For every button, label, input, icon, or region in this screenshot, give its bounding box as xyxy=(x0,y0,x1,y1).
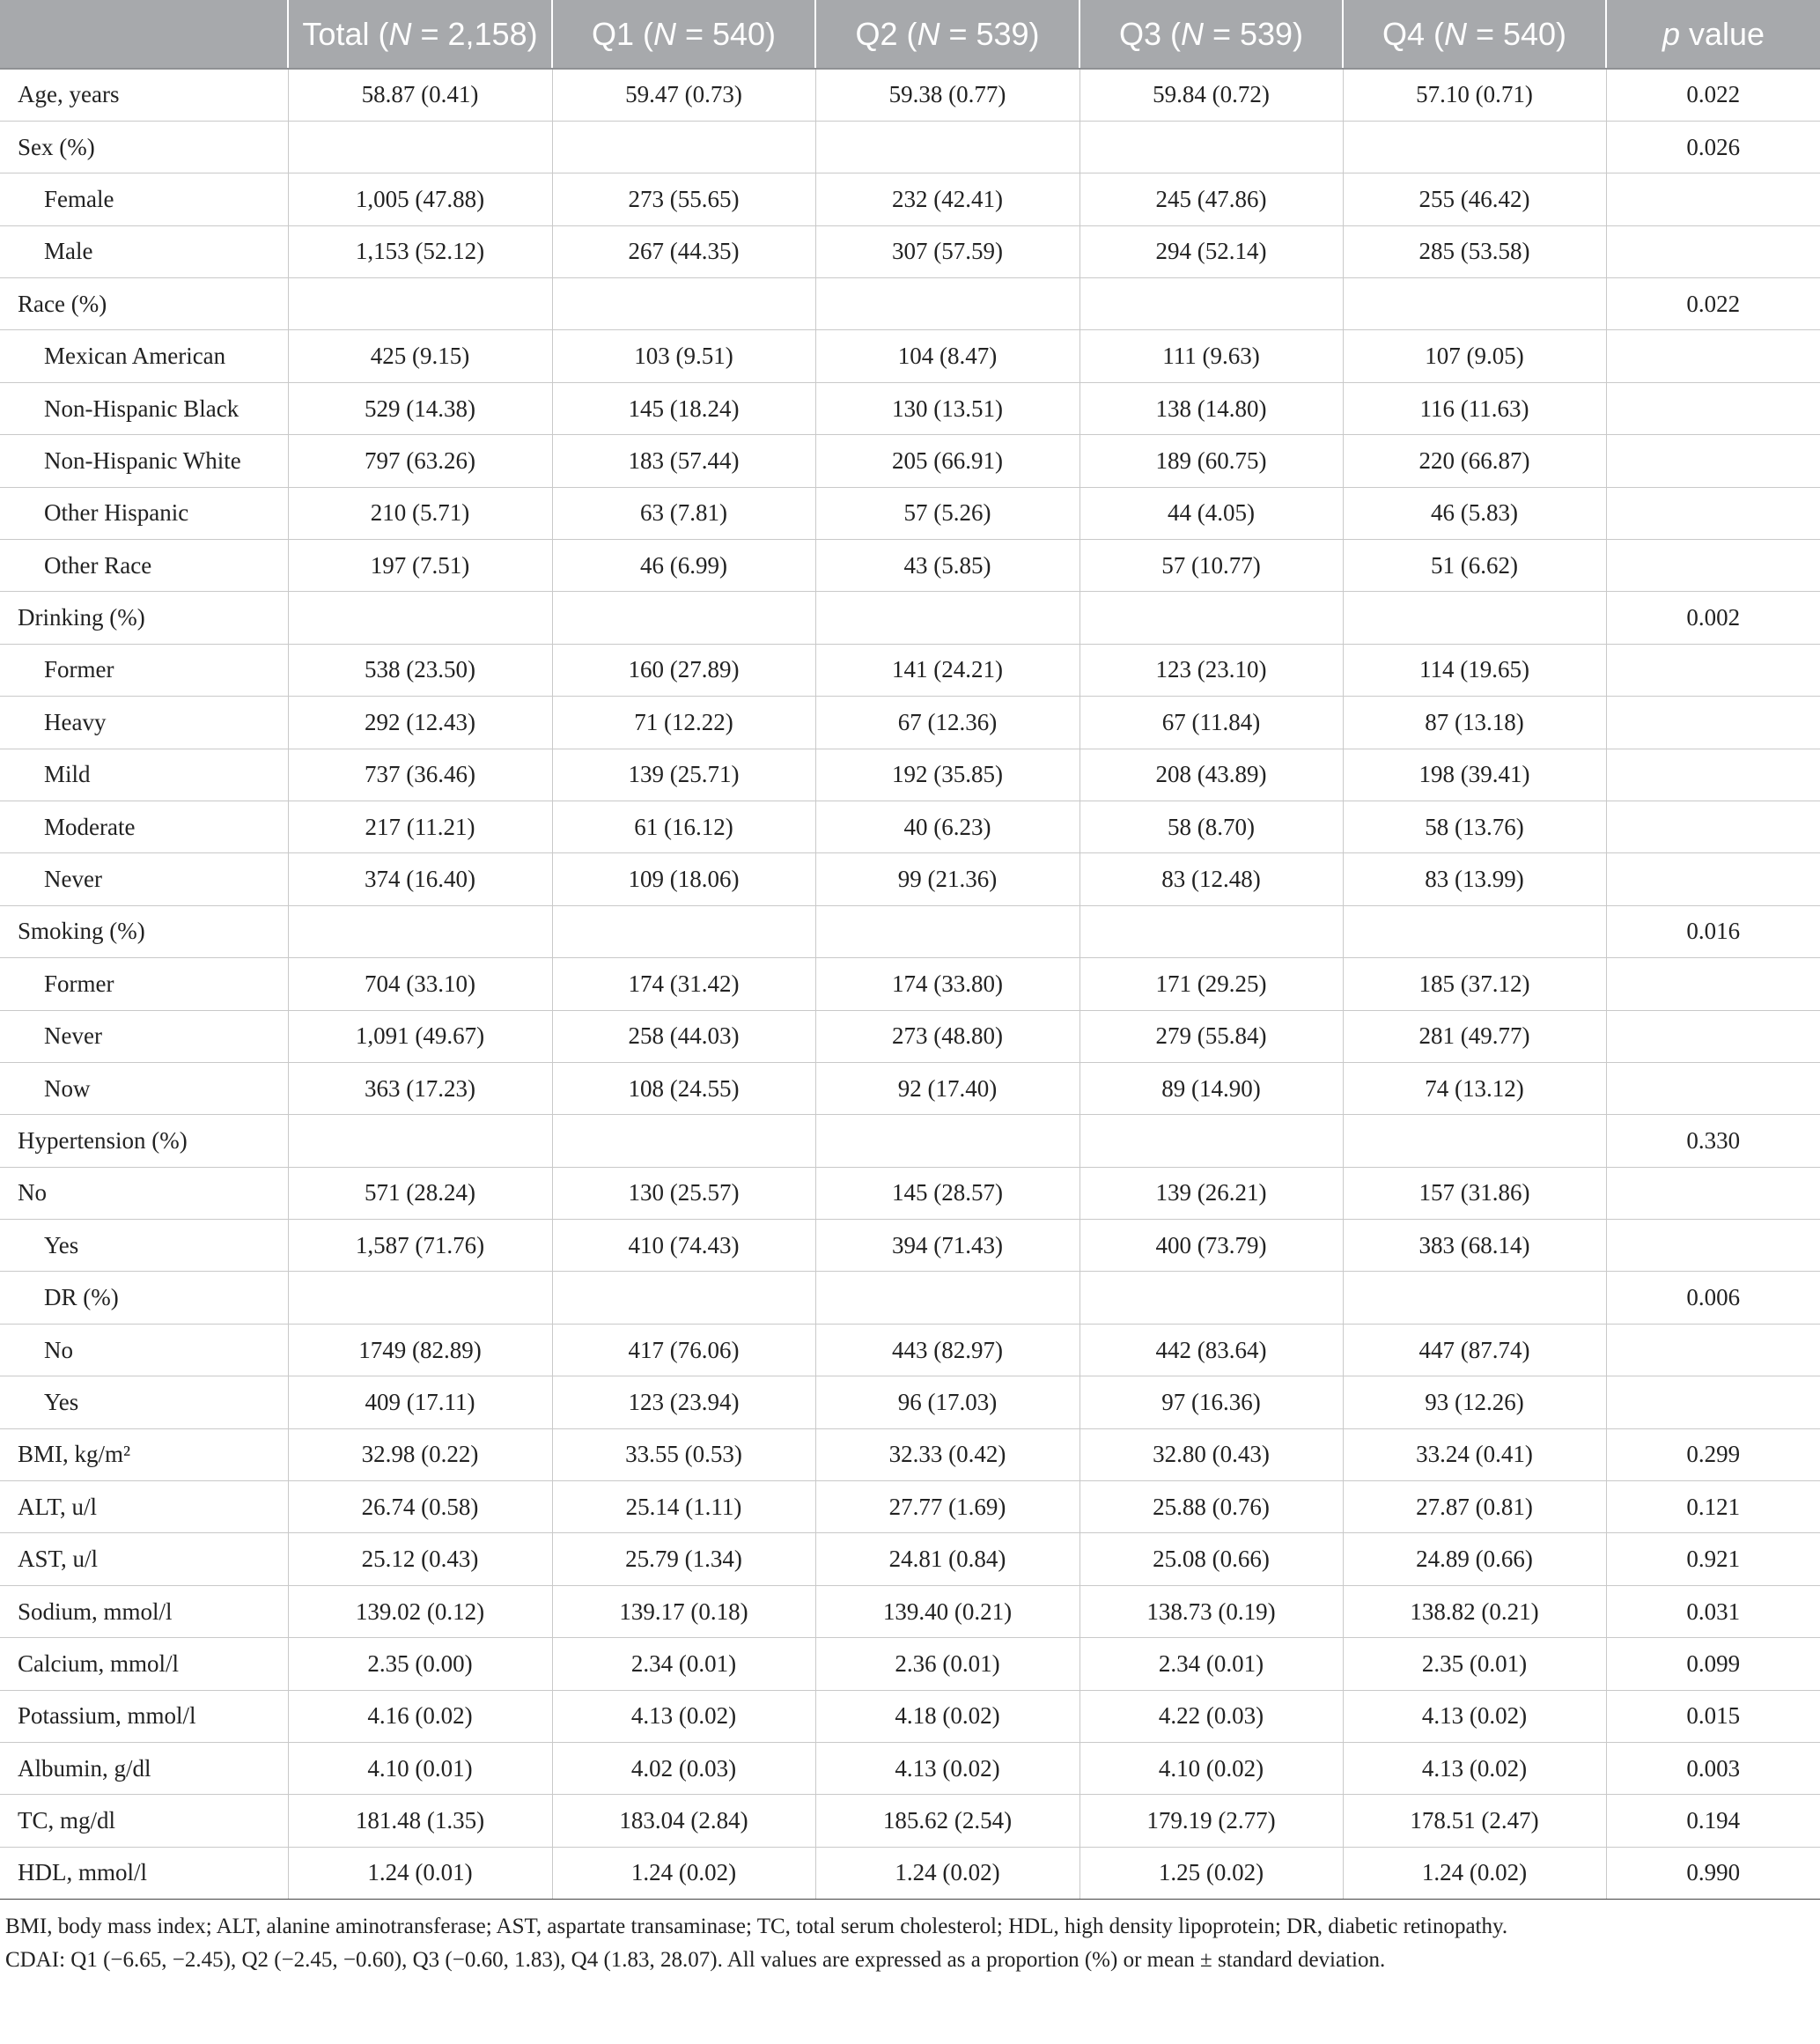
table-row xyxy=(0,853,1820,905)
cell-p-value xyxy=(1606,540,1820,592)
cell-q2 xyxy=(815,121,1079,173)
cell-q2: 57 (5.26) xyxy=(815,487,1079,539)
cell-q1 xyxy=(552,1272,815,1324)
header-cell-q1: Q1 (N = 540) xyxy=(552,0,815,69)
cell-q1: 174 (31.42) xyxy=(552,958,815,1010)
cell-q4: 114 (19.65) xyxy=(1343,644,1606,696)
header-cell-label xyxy=(0,0,288,69)
cell-q3: 245 (47.86) xyxy=(1079,173,1343,225)
cell-q4: 93 (12.26) xyxy=(1343,1376,1606,1428)
row-label: Potassium, mmol/l xyxy=(0,1690,288,1742)
cell-q3 xyxy=(1079,121,1343,173)
cell-q2: 205 (66.91) xyxy=(815,435,1079,487)
cell-q2 xyxy=(815,1272,1079,1324)
cell-p-value xyxy=(1606,958,1820,1010)
cell-p-value: 0.330 xyxy=(1606,1115,1820,1167)
cell-p-value xyxy=(1606,1010,1820,1062)
cell-q2: 104 (8.47) xyxy=(815,330,1079,382)
cell-q3: 138.73 (0.19) xyxy=(1079,1585,1343,1637)
cell-total: 292 (12.43) xyxy=(288,697,552,749)
table-row xyxy=(0,121,1820,173)
cell-q4: 220 (66.87) xyxy=(1343,435,1606,487)
cell-total: 737 (36.46) xyxy=(288,749,552,801)
cell-total xyxy=(288,905,552,957)
cell-total: 1,153 (52.12) xyxy=(288,225,552,277)
cell-q3: 89 (14.90) xyxy=(1079,1062,1343,1114)
row-label: Now xyxy=(0,1062,288,1114)
table-row xyxy=(0,1115,1820,1167)
cell-q4: 74 (13.12) xyxy=(1343,1062,1606,1114)
cell-q4: 178.51 (2.47) xyxy=(1343,1795,1606,1847)
cell-q3: 25.88 (0.76) xyxy=(1079,1481,1343,1533)
cell-total: 181.48 (1.35) xyxy=(288,1795,552,1847)
table-row xyxy=(0,173,1820,225)
table-row xyxy=(0,1376,1820,1428)
cell-q3: 138 (14.80) xyxy=(1079,382,1343,434)
cell-q2: 92 (17.40) xyxy=(815,1062,1079,1114)
cell-q4: 383 (68.14) xyxy=(1343,1220,1606,1272)
cell-total: 374 (16.40) xyxy=(288,853,552,905)
cell-p-value: 0.026 xyxy=(1606,121,1820,173)
table-row xyxy=(0,540,1820,592)
header-cell-total: Total (N = 2,158) xyxy=(288,0,552,69)
cell-q1: 103 (9.51) xyxy=(552,330,815,382)
table-row xyxy=(0,1690,1820,1742)
header-cell-q3: Q3 (N = 539) xyxy=(1079,0,1343,69)
cell-total: 217 (11.21) xyxy=(288,801,552,852)
cell-q1: 63 (7.81) xyxy=(552,487,815,539)
cell-p-value: 0.194 xyxy=(1606,1795,1820,1847)
cell-total: 32.98 (0.22) xyxy=(288,1428,552,1480)
row-label: Other Hispanic xyxy=(0,487,288,539)
table-row xyxy=(0,225,1820,277)
cell-q1: 273 (55.65) xyxy=(552,173,815,225)
cell-q2: 192 (35.85) xyxy=(815,749,1079,801)
row-label: Never xyxy=(0,853,288,905)
cell-q4: 157 (31.86) xyxy=(1343,1167,1606,1219)
cell-q2: 139.40 (0.21) xyxy=(815,1585,1079,1637)
cell-q3: 4.10 (0.02) xyxy=(1079,1743,1343,1795)
cell-total: 4.10 (0.01) xyxy=(288,1743,552,1795)
table-row xyxy=(0,1638,1820,1690)
cell-q3: 208 (43.89) xyxy=(1079,749,1343,801)
cell-q2: 394 (71.43) xyxy=(815,1220,1079,1272)
row-label: No xyxy=(0,1167,288,1219)
cell-q2 xyxy=(815,1115,1079,1167)
cell-q1: 183 (57.44) xyxy=(552,435,815,487)
cell-total xyxy=(288,592,552,644)
table-row xyxy=(0,1743,1820,1795)
cell-q1 xyxy=(552,592,815,644)
cell-q1: 108 (24.55) xyxy=(552,1062,815,1114)
cell-q2: 443 (82.97) xyxy=(815,1324,1079,1376)
cell-q1: 417 (76.06) xyxy=(552,1324,815,1376)
header-cell-q2: Q2 (N = 539) xyxy=(815,0,1079,69)
cell-q1: 46 (6.99) xyxy=(552,540,815,592)
row-label: Age, years xyxy=(0,69,288,121)
cell-q1: 123 (23.94) xyxy=(552,1376,815,1428)
cell-total: 409 (17.11) xyxy=(288,1376,552,1428)
cell-q4: 46 (5.83) xyxy=(1343,487,1606,539)
cell-total: 1,005 (47.88) xyxy=(288,173,552,225)
cell-q3 xyxy=(1079,1115,1343,1167)
cell-p-value: 0.006 xyxy=(1606,1272,1820,1324)
cell-q2: 1.24 (0.02) xyxy=(815,1847,1079,1899)
cell-q3: 171 (29.25) xyxy=(1079,958,1343,1010)
row-label: Drinking (%) xyxy=(0,592,288,644)
cell-q3 xyxy=(1079,592,1343,644)
table-row xyxy=(0,644,1820,696)
cell-q3: 4.22 (0.03) xyxy=(1079,1690,1343,1742)
cell-p-value xyxy=(1606,435,1820,487)
cell-p-value xyxy=(1606,487,1820,539)
table-row xyxy=(0,1795,1820,1847)
cell-q3: 111 (9.63) xyxy=(1079,330,1343,382)
cell-q4 xyxy=(1343,1115,1606,1167)
cell-q2: 4.13 (0.02) xyxy=(815,1743,1079,1795)
cell-q4: 138.82 (0.21) xyxy=(1343,1585,1606,1637)
table-row xyxy=(0,1062,1820,1114)
cell-q1 xyxy=(552,1115,815,1167)
cell-q4: 83 (13.99) xyxy=(1343,853,1606,905)
header-row xyxy=(0,0,1820,69)
cell-total xyxy=(288,1115,552,1167)
row-label: Smoking (%) xyxy=(0,905,288,957)
cell-total: 1,091 (49.67) xyxy=(288,1010,552,1062)
cell-p-value xyxy=(1606,697,1820,749)
cell-total: 363 (17.23) xyxy=(288,1062,552,1114)
cell-total: 2.35 (0.00) xyxy=(288,1638,552,1690)
cell-q2: 40 (6.23) xyxy=(815,801,1079,852)
row-label: Calcium, mmol/l xyxy=(0,1638,288,1690)
row-label: Mild xyxy=(0,749,288,801)
table-row xyxy=(0,749,1820,801)
row-label: Sodium, mmol/l xyxy=(0,1585,288,1637)
cell-total: 139.02 (0.12) xyxy=(288,1585,552,1637)
cell-q1: 183.04 (2.84) xyxy=(552,1795,815,1847)
cell-q2: 32.33 (0.42) xyxy=(815,1428,1079,1480)
cell-total: 704 (33.10) xyxy=(288,958,552,1010)
table-row xyxy=(0,1272,1820,1324)
row-label: Albumin, g/dl xyxy=(0,1743,288,1795)
cell-q3: 44 (4.05) xyxy=(1079,487,1343,539)
cell-q2 xyxy=(815,592,1079,644)
cell-total: 1,587 (71.76) xyxy=(288,1220,552,1272)
table-row xyxy=(0,487,1820,539)
cell-q2: 43 (5.85) xyxy=(815,540,1079,592)
footnote-cdai: CDAI: Q1 (−6.65, −2.45), Q2 (−2.45, −0.60), Q3 (−0.60, 1.83), Q4 (1.83, 28.07). All values are expressed as a proportion (%) or mean ± standard deviation. xyxy=(5,1948,1386,1973)
row-label: Other Race xyxy=(0,540,288,592)
cell-total: 25.12 (0.43) xyxy=(288,1533,552,1585)
cell-p-value xyxy=(1606,1324,1820,1376)
cell-total: 529 (14.38) xyxy=(288,382,552,434)
cell-q3: 279 (55.84) xyxy=(1079,1010,1343,1062)
cell-q1: 4.13 (0.02) xyxy=(552,1690,815,1742)
cell-q3 xyxy=(1079,1272,1343,1324)
cell-q4 xyxy=(1343,592,1606,644)
row-label: DR (%) xyxy=(0,1272,288,1324)
cell-q4: 285 (53.58) xyxy=(1343,225,1606,277)
cell-q2: 232 (42.41) xyxy=(815,173,1079,225)
cell-q2: 141 (24.21) xyxy=(815,644,1079,696)
cell-q2: 67 (12.36) xyxy=(815,697,1079,749)
table-row xyxy=(0,69,1820,121)
cell-q1 xyxy=(552,905,815,957)
cell-total: 58.87 (0.41) xyxy=(288,69,552,121)
cell-total: 571 (28.24) xyxy=(288,1167,552,1219)
cell-q3: 294 (52.14) xyxy=(1079,225,1343,277)
cell-q3: 97 (16.36) xyxy=(1079,1376,1343,1428)
cell-total: 797 (63.26) xyxy=(288,435,552,487)
row-label: Former xyxy=(0,644,288,696)
cell-q1 xyxy=(552,121,815,173)
row-label: No xyxy=(0,1324,288,1376)
row-label: Yes xyxy=(0,1220,288,1272)
cell-q1: 139.17 (0.18) xyxy=(552,1585,815,1637)
cell-q3: 1.25 (0.02) xyxy=(1079,1847,1343,1899)
cell-q4 xyxy=(1343,1272,1606,1324)
cell-q2: 27.77 (1.69) xyxy=(815,1481,1079,1533)
cell-total: 425 (9.15) xyxy=(288,330,552,382)
cell-total xyxy=(288,278,552,330)
cell-q4: 33.24 (0.41) xyxy=(1343,1428,1606,1480)
table-row xyxy=(0,278,1820,330)
cell-total: 538 (23.50) xyxy=(288,644,552,696)
table-header xyxy=(0,0,1820,69)
cell-q4: 4.13 (0.02) xyxy=(1343,1743,1606,1795)
cell-p-value: 0.016 xyxy=(1606,905,1820,957)
table-row xyxy=(0,801,1820,852)
cell-q3: 400 (73.79) xyxy=(1079,1220,1343,1272)
cell-q1: 160 (27.89) xyxy=(552,644,815,696)
cell-q4: 2.35 (0.01) xyxy=(1343,1638,1606,1690)
row-label: Male xyxy=(0,225,288,277)
row-label: Sex (%) xyxy=(0,121,288,173)
table-body xyxy=(0,69,1820,1900)
cell-q2: 174 (33.80) xyxy=(815,958,1079,1010)
row-label: Moderate xyxy=(0,801,288,852)
table-row xyxy=(0,382,1820,434)
cell-q4 xyxy=(1343,121,1606,173)
cell-q1: 145 (18.24) xyxy=(552,382,815,434)
cell-p-value xyxy=(1606,173,1820,225)
cell-q3: 58 (8.70) xyxy=(1079,801,1343,852)
cell-q3: 59.84 (0.72) xyxy=(1079,69,1343,121)
cell-p-value: 0.003 xyxy=(1606,1743,1820,1795)
row-label: TC, mg/dl xyxy=(0,1795,288,1847)
row-label: Never xyxy=(0,1010,288,1062)
cell-p-value: 0.031 xyxy=(1606,1585,1820,1637)
cell-p-value: 0.121 xyxy=(1606,1481,1820,1533)
cell-q2: 145 (28.57) xyxy=(815,1167,1079,1219)
cell-p-value xyxy=(1606,330,1820,382)
cell-p-value: 0.299 xyxy=(1606,1428,1820,1480)
cell-q2: 24.81 (0.84) xyxy=(815,1533,1079,1585)
cell-q4: 185 (37.12) xyxy=(1343,958,1606,1010)
cell-q2: 2.36 (0.01) xyxy=(815,1638,1079,1690)
row-label: Hypertension (%) xyxy=(0,1115,288,1167)
row-label: Female xyxy=(0,173,288,225)
cell-q2: 96 (17.03) xyxy=(815,1376,1079,1428)
cell-q1: 109 (18.06) xyxy=(552,853,815,905)
cell-q1: 2.34 (0.01) xyxy=(552,1638,815,1690)
cell-q1: 258 (44.03) xyxy=(552,1010,815,1062)
cell-p-value: 0.022 xyxy=(1606,278,1820,330)
table-row xyxy=(0,1428,1820,1480)
cell-p-value: 0.099 xyxy=(1606,1638,1820,1690)
cell-q2: 59.38 (0.77) xyxy=(815,69,1079,121)
cell-q2: 99 (21.36) xyxy=(815,853,1079,905)
cell-p-value xyxy=(1606,1167,1820,1219)
row-label: HDL, mmol/l xyxy=(0,1847,288,1899)
cell-p-value: 0.002 xyxy=(1606,592,1820,644)
cell-q1: 4.02 (0.03) xyxy=(552,1743,815,1795)
row-label: Former xyxy=(0,958,288,1010)
cell-p-value: 0.921 xyxy=(1606,1533,1820,1585)
cell-q3: 83 (12.48) xyxy=(1079,853,1343,905)
row-label: Non-Hispanic White xyxy=(0,435,288,487)
row-label: Mexican American xyxy=(0,330,288,382)
cell-p-value xyxy=(1606,1062,1820,1114)
cell-q1: 59.47 (0.73) xyxy=(552,69,815,121)
cell-p-value: 0.022 xyxy=(1606,69,1820,121)
row-label: Heavy xyxy=(0,697,288,749)
row-label: ALT, u/l xyxy=(0,1481,288,1533)
cell-q4: 198 (39.41) xyxy=(1343,749,1606,801)
cell-q3: 32.80 (0.43) xyxy=(1079,1428,1343,1480)
cell-q1: 25.14 (1.11) xyxy=(552,1481,815,1533)
cell-q4: 4.13 (0.02) xyxy=(1343,1690,1606,1742)
cell-total: 1.24 (0.01) xyxy=(288,1847,552,1899)
cell-q3: 67 (11.84) xyxy=(1079,697,1343,749)
cell-q4: 116 (11.63) xyxy=(1343,382,1606,434)
cell-p-value xyxy=(1606,644,1820,696)
row-label: AST, u/l xyxy=(0,1533,288,1585)
cell-q4: 58 (13.76) xyxy=(1343,801,1606,852)
table-row xyxy=(0,1220,1820,1272)
table-row xyxy=(0,697,1820,749)
cell-total xyxy=(288,1272,552,1324)
cell-q2: 130 (13.51) xyxy=(815,382,1079,434)
cell-q4: 51 (6.62) xyxy=(1343,540,1606,592)
cell-q1: 33.55 (0.53) xyxy=(552,1428,815,1480)
cell-q1: 139 (25.71) xyxy=(552,749,815,801)
footnote-abbreviations: BMI, body mass index; ALT, alanine aminotransferase; AST, aspartate transaminase; TC, total serum cholesterol; HDL, high density lipoprotein; DR, diabetic retinopathy. xyxy=(5,1915,1508,1939)
cell-q3: 25.08 (0.66) xyxy=(1079,1533,1343,1585)
table-row xyxy=(0,1847,1820,1899)
cell-q3: 442 (83.64) xyxy=(1079,1324,1343,1376)
cell-q4: 255 (46.42) xyxy=(1343,173,1606,225)
cell-q1: 410 (74.43) xyxy=(552,1220,815,1272)
header-cell-q4: Q4 (N = 540) xyxy=(1343,0,1606,69)
cell-q1: 25.79 (1.34) xyxy=(552,1533,815,1585)
cell-p-value xyxy=(1606,1376,1820,1428)
row-label: Yes xyxy=(0,1376,288,1428)
cell-q4: 1.24 (0.02) xyxy=(1343,1847,1606,1899)
table-row xyxy=(0,435,1820,487)
cell-q3: 57 (10.77) xyxy=(1079,540,1343,592)
cell-total: 1749 (82.89) xyxy=(288,1324,552,1376)
cell-q4 xyxy=(1343,905,1606,957)
cell-total: 197 (7.51) xyxy=(288,540,552,592)
cell-total: 4.16 (0.02) xyxy=(288,1690,552,1742)
cell-q2 xyxy=(815,905,1079,957)
table-row xyxy=(0,1481,1820,1533)
cell-q3 xyxy=(1079,278,1343,330)
row-label: Race (%) xyxy=(0,278,288,330)
cell-q2: 307 (57.59) xyxy=(815,225,1079,277)
cell-q1: 130 (25.57) xyxy=(552,1167,815,1219)
cell-q3 xyxy=(1079,905,1343,957)
cell-q3: 2.34 (0.01) xyxy=(1079,1638,1343,1690)
row-label: BMI, kg/m² xyxy=(0,1428,288,1480)
cell-q2: 185.62 (2.54) xyxy=(815,1795,1079,1847)
table-row xyxy=(0,905,1820,957)
cell-q4: 24.89 (0.66) xyxy=(1343,1533,1606,1585)
cell-q4: 107 (9.05) xyxy=(1343,330,1606,382)
cell-p-value xyxy=(1606,749,1820,801)
cell-q4: 57.10 (0.71) xyxy=(1343,69,1606,121)
cell-q3: 123 (23.10) xyxy=(1079,644,1343,696)
cell-q1: 61 (16.12) xyxy=(552,801,815,852)
cell-q4: 87 (13.18) xyxy=(1343,697,1606,749)
table-row xyxy=(0,1533,1820,1585)
table-row xyxy=(0,1167,1820,1219)
cell-q1: 71 (12.22) xyxy=(552,697,815,749)
table-row xyxy=(0,592,1820,644)
cell-p-value: 0.015 xyxy=(1606,1690,1820,1742)
cell-total: 26.74 (0.58) xyxy=(288,1481,552,1533)
cell-q3: 139 (26.21) xyxy=(1079,1167,1343,1219)
cell-p-value xyxy=(1606,801,1820,852)
cell-q1: 1.24 (0.02) xyxy=(552,1847,815,1899)
cell-q1 xyxy=(552,278,815,330)
table-row xyxy=(0,330,1820,382)
cell-p-value xyxy=(1606,1220,1820,1272)
cell-q2: 4.18 (0.02) xyxy=(815,1690,1079,1742)
cell-q3: 189 (60.75) xyxy=(1079,435,1343,487)
cell-q3: 179.19 (2.77) xyxy=(1079,1795,1343,1847)
cell-total xyxy=(288,121,552,173)
cell-q4: 281 (49.77) xyxy=(1343,1010,1606,1062)
cell-q4 xyxy=(1343,278,1606,330)
cell-q1: 267 (44.35) xyxy=(552,225,815,277)
cell-q4: 447 (87.74) xyxy=(1343,1324,1606,1376)
table-row xyxy=(0,1585,1820,1637)
cell-p-value: 0.990 xyxy=(1606,1847,1820,1899)
cell-q2 xyxy=(815,278,1079,330)
cell-p-value xyxy=(1606,225,1820,277)
cell-q4: 27.87 (0.81) xyxy=(1343,1481,1606,1533)
cell-total: 210 (5.71) xyxy=(288,487,552,539)
table-row xyxy=(0,958,1820,1010)
cell-q2: 273 (48.80) xyxy=(815,1010,1079,1062)
header-cell-p-value: p value xyxy=(1606,0,1820,69)
table-row xyxy=(0,1324,1820,1376)
cell-p-value xyxy=(1606,382,1820,434)
row-label: Non-Hispanic Black xyxy=(0,382,288,434)
cell-p-value xyxy=(1606,853,1820,905)
table-row xyxy=(0,1010,1820,1062)
